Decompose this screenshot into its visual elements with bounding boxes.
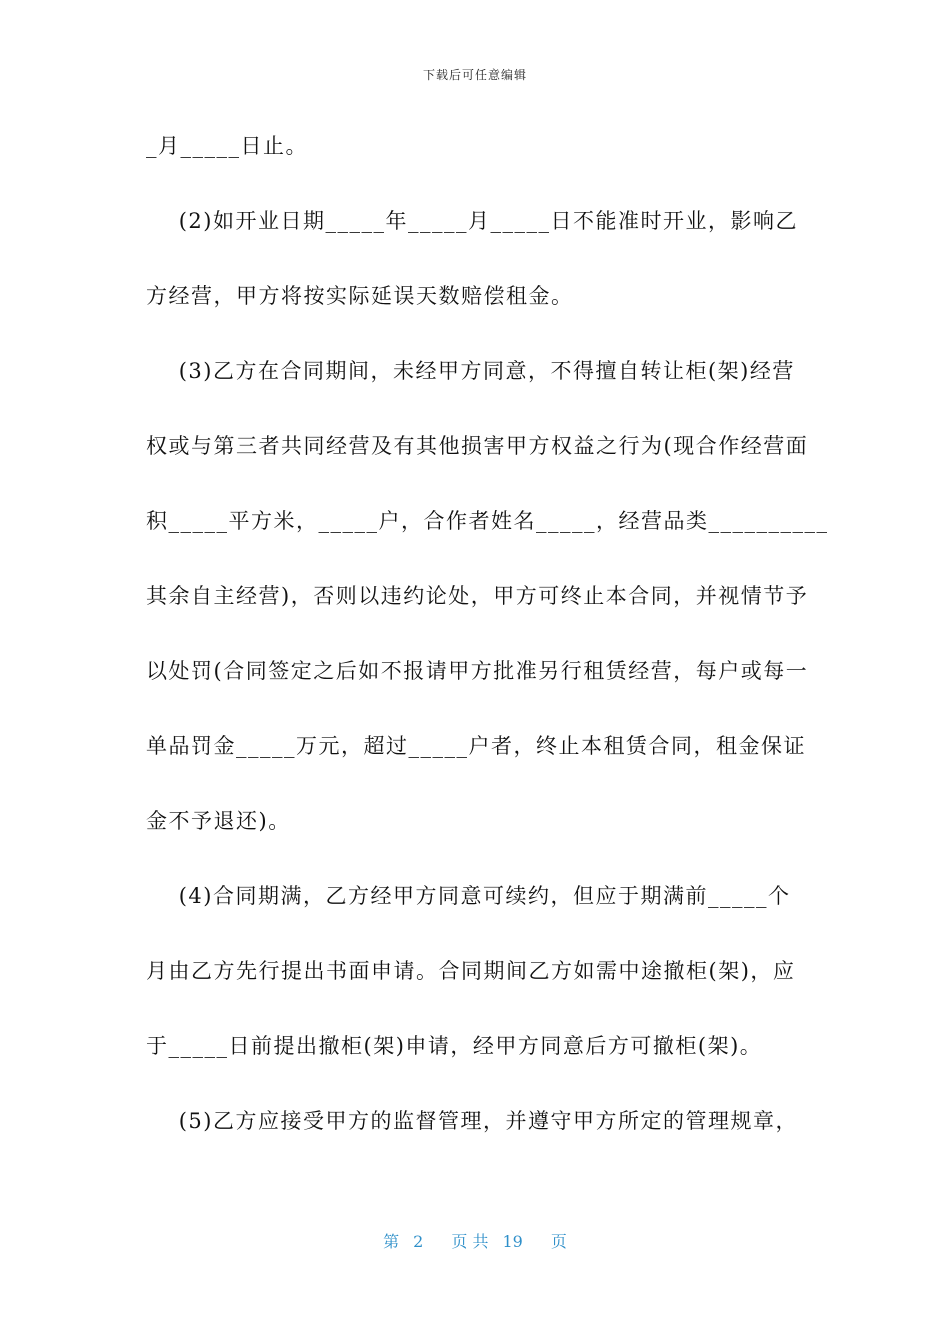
footer-page-number: 2 (413, 1232, 424, 1251)
text-line: 方经营，甲方将按实际延误天数赔偿租金。 (146, 284, 574, 308)
text-line: 其余自主经营)，否则以违约论处，甲方可终止本合同，并视情节予 (146, 584, 809, 608)
page-header: 下载后可任意编辑 (422, 68, 527, 82)
footer-prefix: 第 (383, 1232, 400, 1251)
text-line: 权或与第三者共同经营及有其他损害甲方权益之行为(现合作经营面 (146, 434, 809, 458)
footer-suffix: 页 (550, 1232, 567, 1251)
text-line: 积_____平方米，_____户，合作者姓名_____，经营品类__________ (146, 509, 829, 533)
text-line: 金不予退还)。 (146, 809, 291, 833)
text-line: (2)如开业日期_____年_____月_____日不能准时开业，影响乙 (146, 209, 798, 233)
text-line: 以处罚(合同签定之后如不报请甲方批准另行租赁经营，每户或每一 (146, 659, 809, 683)
text-line: 于_____日前提出撤柜(架)申请，经甲方同意后方可撤柜(架)。 (146, 1034, 763, 1058)
text-line: _月_____日止。 (146, 134, 308, 158)
footer-total-pages: 19 (502, 1232, 523, 1251)
page-footer (0, 1229, 950, 1252)
text-line: 单品罚金_____万元，超过_____户者，终止本租赁合同，租金保证 (146, 734, 806, 758)
footer-middle: 页 共 (451, 1232, 489, 1251)
text-line: 月由乙方先行提出书面申请。合同期间乙方如需中途撤柜(架)，应 (146, 959, 796, 983)
document-body (146, 126, 829, 1176)
text-line: (3)乙方在合同期间，未经甲方同意，不得擅自转让柜(架)经营 (146, 359, 795, 383)
text-line: (5)乙方应接受甲方的监督管理，并遵守甲方所定的管理规章， (146, 1109, 798, 1133)
text-line: (4)合同期满，乙方经甲方同意可续约，但应于期满前_____个 (146, 884, 791, 908)
